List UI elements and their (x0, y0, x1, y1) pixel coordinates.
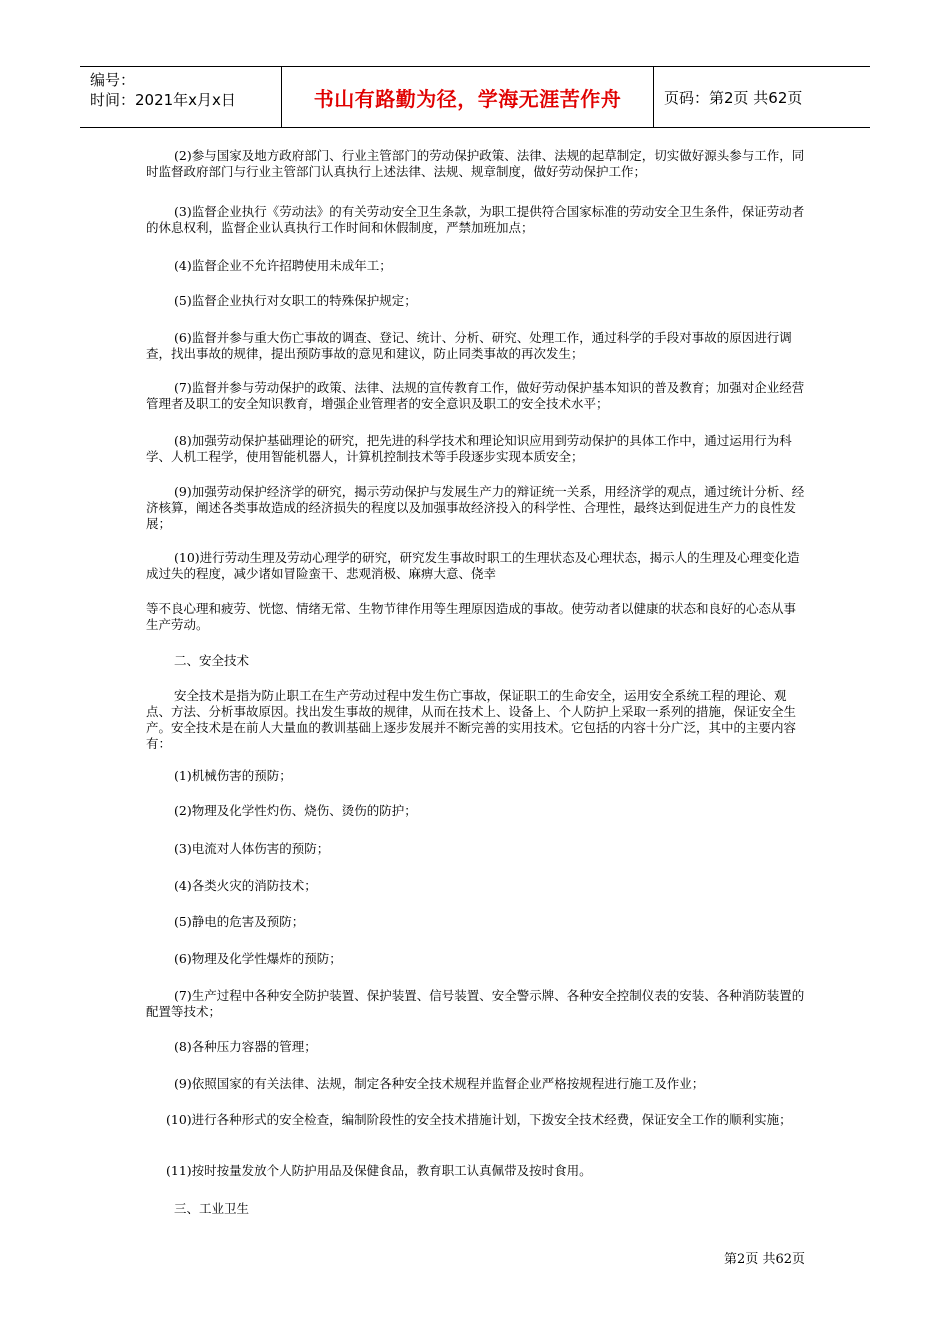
document-time-label: 时间：2021年x月x日 (90, 91, 236, 109)
list-item-8: (8)各种压力容器的管理； (174, 1039, 317, 1054)
paragraph-5: (5)监督企业执行对女职工的特殊保护规定； (174, 293, 417, 308)
paragraph-10-continued: 等不良心理和疲劳、恍惚、情绪无常、生物节律作用等生理原因造成的事故。使劳动者以健康的状态和良好的心态从事生产劳动。 (146, 601, 797, 632)
list-item-3: (3)电流对人体伤害的预防； (174, 841, 330, 856)
list-item-6: (6)物理及化学性爆炸的预防； (174, 951, 342, 966)
paragraph-7: (7)监督并参与劳动保护的政策、法律、法规的宣传教育工作，做好劳动保护基本知识的普及教育；加强对企业经营管理者及职工的安全知识教育，增强企业管理者的安全意识及职工的安全技术水平； (146, 380, 805, 411)
list-item-2: (2)物理及化学性灼伤、烧伤、烫伤的防护； (174, 803, 417, 818)
section-heading-industrial-hygiene: 三、工业卫生 (174, 1201, 250, 1216)
header-motto: 书山有路勤为径，学海无涯苦作舟 (282, 67, 654, 127)
section-heading-safety-technology: 二、安全技术 (174, 653, 250, 668)
page-header (80, 66, 870, 128)
paragraph-2: (2)参与国家及地方政府部门、行业主管部门的劳动保护政策、法律、法规的起草制定，切实做好源头参与工作，同时监督政府部门与行业主管部门认真执行上述法律、法规、规章制度，做好劳动保护工作； (146, 148, 805, 179)
paragraph-4: (4)监督企业不允许招聘使用未成年工； (174, 258, 392, 273)
list-item-9: (9)依照国家的有关法律、法规，制定各种安全技术规程并监督企业严格按规程进行施工及作业； (174, 1076, 705, 1091)
list-item-5: (5)静电的危害及预防； (174, 914, 305, 929)
page-footer: 第2页 共62页 (724, 1252, 805, 1267)
header-page-number: 页码：第2页 共62页 (664, 88, 803, 107)
list-item-11: (11)按时按量发放个人防护用品及保健食品，教育职工认真佩带及按时食用。 (166, 1163, 592, 1178)
list-item-7: (7)生产过程中各种安全防护装置、保护装置、信号装置、安全警示牌、各种安全控制仪表的安装、各种消防装置的配置等技术； (146, 988, 805, 1019)
paragraph-9: (9)加强劳动保护经济学的研究，揭示劳动保护与发展生产力的辩证统一关系，用经济学的观点，通过统计分析、经济核算，阐述各类事故造成的经济损失的程度以及加强事故经济投入的科学性、合理性，最终达到促进生产力的良性发展； (146, 484, 805, 531)
header-meta (80, 67, 282, 127)
list-item-4: (4)各类火灾的消防技术； (174, 878, 317, 893)
document-id-label: 编号： (90, 71, 136, 89)
paragraph-safety-intro: 安全技术是指为防止职工在生产劳动过程中发生伤亡事故，保证职工的生命安全，运用安全系统工程的理论、观点、方法、分析事故原因。找出发生事故的规律，从而在技术上、设备上、个人防护上采取一系列的措施，保证安全生产。安全技术是在前人大量血的教训基础上逐步发展并不断完善的实用技术。它包括的内容十分广泛，其中的主要内容有： (146, 688, 797, 751)
paragraph-3: (3)监督企业执行《劳动法》的有关劳动安全卫生条款，为职工提供符合国家标准的劳动安全卫生条件，保证劳动者的休息权利，监督企业认真执行工作时间和休假制度，严禁加班加点； (146, 204, 805, 235)
paragraph-10: (10)进行劳动生理及劳动心理学的研究，研究发生事故时职工的生理状态及心理状态，揭示人的生理及心理变化造成过失的程度，减少诸如冒险蛮干、悲观消极、麻痹大意、侥幸 (146, 550, 800, 581)
paragraph-8: (8)加强劳动保护基础理论的研究，把先进的科学技术和理论知识应用到劳动保护的具体工作中，通过运用行为科学、人机工程学，使用智能机器人，计算机控制技术等手段逐步实现本质安全； (146, 433, 792, 464)
list-item-1: (1)机械伤害的预防； (174, 768, 292, 783)
list-item-10: (10)进行各种形式的安全检查，编制阶段性的安全技术措施计划，下拨安全技术经费，保证安全工作的顺利实施； (166, 1112, 792, 1127)
paragraph-6: (6)监督并参与重大伤亡事故的调查、登记、统计、分析、研究、处理工作，通过科学的手段对事故的原因进行调查，找出事故的规律，提出预防事故的意见和建议，防止同类事故的再次发生； (146, 330, 792, 361)
